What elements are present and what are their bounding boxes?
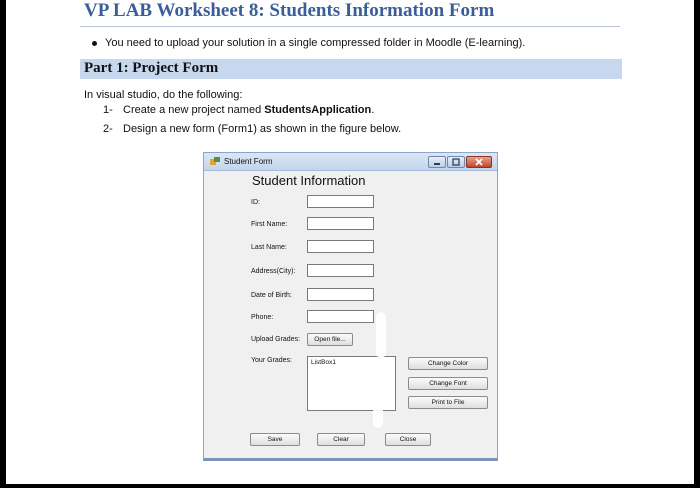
address-input[interactable] [307, 264, 374, 277]
form-heading: Student Information [252, 173, 366, 188]
last-name-input[interactable] [307, 240, 374, 253]
upload-grades-label: Upload Grades: [251, 336, 301, 343]
right-edge-bar [694, 0, 700, 488]
listbox-text: ListBox1 [311, 359, 336, 366]
phone-input[interactable] [307, 310, 374, 323]
open-file-button[interactable]: Open file... [307, 333, 353, 346]
minimize-icon [429, 157, 445, 167]
phone-label: Phone: [251, 314, 274, 321]
part-title: Part 1: Project Form [84, 60, 219, 76]
clear-button[interactable]: Clear [317, 433, 365, 446]
student-form-window [203, 152, 498, 461]
id-input[interactable] [307, 195, 374, 208]
close-icon [467, 157, 491, 167]
step-text-end: . [371, 104, 375, 116]
id-label: ID: [251, 199, 260, 206]
address-label: Address(City): [251, 268, 296, 275]
title-divider [80, 26, 620, 27]
save-button[interactable]: Save [250, 433, 300, 446]
minimize-button[interactable] [428, 156, 446, 168]
change-color-button[interactable]: Change Color [408, 357, 488, 370]
your-grades-label: Your Grades: [251, 357, 292, 364]
step-1 [103, 104, 374, 116]
left-edge-bar [0, 0, 6, 488]
bottom-edge-bar [0, 484, 700, 488]
glare-mark [373, 382, 383, 428]
project-name: StudentsApplication [264, 104, 372, 116]
dob-label: Date of Birth: [251, 292, 292, 299]
close-button[interactable]: Close [385, 433, 431, 446]
window-title-bar[interactable] [204, 153, 497, 171]
bullet-text: You need to upload your solution in a single compressed folder in Moodle (E-learning). [105, 37, 526, 49]
last-name-label: Last Name: [251, 244, 287, 251]
step-2 [103, 123, 401, 135]
close-window-button[interactable] [466, 156, 492, 168]
app-icon [210, 157, 220, 166]
bullet-item [92, 37, 525, 49]
step-text: Create a new project named [123, 104, 265, 116]
page-title: VP LAB Worksheet 8: Students Information Form [84, 0, 495, 21]
dob-input[interactable] [307, 288, 374, 301]
change-font-button[interactable]: Change Font [408, 377, 488, 390]
glare-mark [376, 312, 386, 358]
first-name-label: First Name: [251, 221, 288, 228]
step-number: 2- [103, 123, 113, 135]
bullet-icon [92, 41, 97, 46]
window-title: Student Form [224, 157, 273, 166]
print-to-file-button[interactable]: Print to File [408, 396, 488, 409]
first-name-input[interactable] [307, 217, 374, 230]
maximize-button[interactable] [447, 156, 465, 168]
step-number: 1- [103, 104, 113, 116]
maximize-icon [448, 157, 464, 167]
step-text: Design a new form (Form1) as shown in the figure below. [123, 123, 402, 135]
intro-text: In visual studio, do the following: [84, 89, 243, 101]
